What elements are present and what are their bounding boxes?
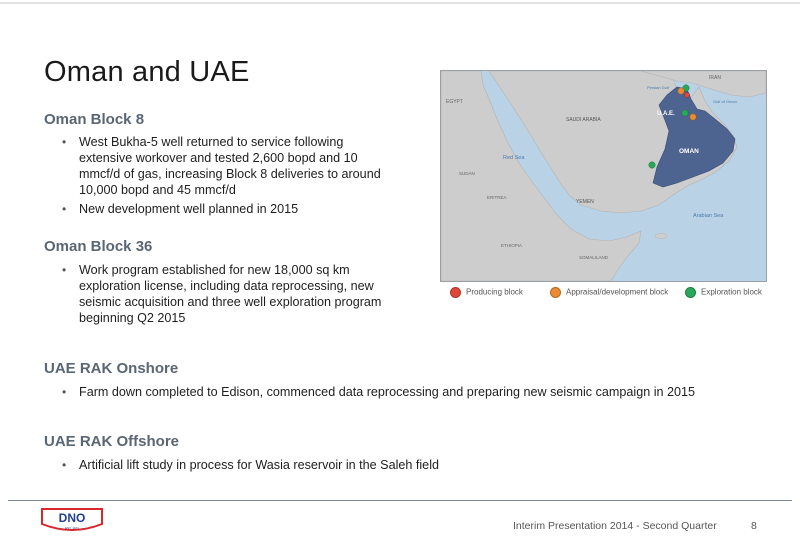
map-label-red-sea: Red Sea <box>503 155 525 161</box>
legend-label: Appraisal/development block <box>566 287 669 297</box>
section-heading-oman-block-36: Oman Block 36 <box>44 238 153 255</box>
dno-logo-icon <box>40 502 104 536</box>
section-heading-oman-block-8: Oman Block 8 <box>44 111 145 128</box>
bullet-list-uae-rak-onshore <box>62 384 702 403</box>
map-legend <box>450 285 765 301</box>
legend-dot-icon <box>550 287 561 298</box>
map-label-iran: IRAN <box>709 75 721 81</box>
logo-subtext: EST. 1971 <box>65 526 79 530</box>
map-label-gulf-of-oman: Gulf of Oman <box>713 99 737 104</box>
bullet-list-uae-rak-offshore <box>62 457 702 476</box>
legend-item-producing <box>450 287 523 298</box>
footer-presentation-title: Interim Presentation 2014 - Second Quarter <box>513 520 717 532</box>
bullet-list-oman-block-8 <box>62 134 392 220</box>
region-map <box>440 70 767 282</box>
map-label-oman: OMAN <box>679 148 699 155</box>
dno-logo <box>40 502 104 536</box>
legend-dot-icon <box>685 287 696 298</box>
map-label-arabian-sea: Arabian Sea <box>693 213 724 219</box>
marker-exploration-block <box>649 162 655 168</box>
map-label-ethiopia: ETHIOPIA <box>501 243 523 248</box>
marker-producing-block <box>684 92 689 97</box>
bullet-item: • Artificial lift study in process for Wasia reservoir in the Saleh field <box>62 457 702 473</box>
map-label-yemen: YEMEN <box>576 199 594 205</box>
marker-appraisal-block <box>690 114 696 120</box>
map-label-eritrea: ERITREA <box>487 195 507 200</box>
marker-exploration-block <box>682 110 688 116</box>
map-island <box>655 234 667 239</box>
legend-label: Producing block <box>466 287 523 297</box>
section-heading-uae-rak-onshore: UAE RAK Onshore <box>44 360 179 377</box>
footer-divider <box>8 500 792 501</box>
map-label-sudan: SUDAN <box>459 171 475 176</box>
region-map-svg <box>441 71 766 281</box>
bullet-item: • Work program established for new 18,000 sq km exploration license, including data reprocessing, new seismic acquisition and three well exploration program beginning Q2 2015 <box>62 262 412 326</box>
section-heading-uae-rak-offshore: UAE RAK Offshore <box>44 433 180 450</box>
map-label-egypt: EGYPT <box>446 99 463 105</box>
bullet-item: • West Bukha-5 well returned to service following extensive workover and tested 2,600 bopd and 10 mmcf/d of gas, increasing Block 8 deliveries to around 10,000 bopd and 45 mmcf/d <box>62 134 392 198</box>
bullet-list-oman-block-36 <box>62 262 412 329</box>
marker-appraisal-block <box>678 88 684 94</box>
legend-item-appraisal <box>550 287 668 298</box>
map-label-persian-gulf: Persian Gulf <box>647 85 670 90</box>
map-label-saudi-arabia: SAUDI ARABIA <box>566 117 601 123</box>
legend-label: Exploration block <box>701 287 762 297</box>
legend-dot-icon <box>450 287 461 298</box>
page-number: 8 <box>751 520 757 532</box>
top-divider <box>0 2 800 4</box>
page-title: Oman and UAE <box>44 56 250 88</box>
map-label-somaliland: SOMALILAND <box>579 255 609 260</box>
map-label-uae: U.A.E. <box>657 111 675 117</box>
bullet-item: • New development well planned in 2015 <box>62 201 392 217</box>
legend-item-exploration <box>685 287 762 298</box>
logo-text: DNO <box>58 511 86 525</box>
bullet-item: • Farm down completed to Edison, commenced data reprocessing and preparing new seismic campaign in 2015 <box>62 384 702 400</box>
